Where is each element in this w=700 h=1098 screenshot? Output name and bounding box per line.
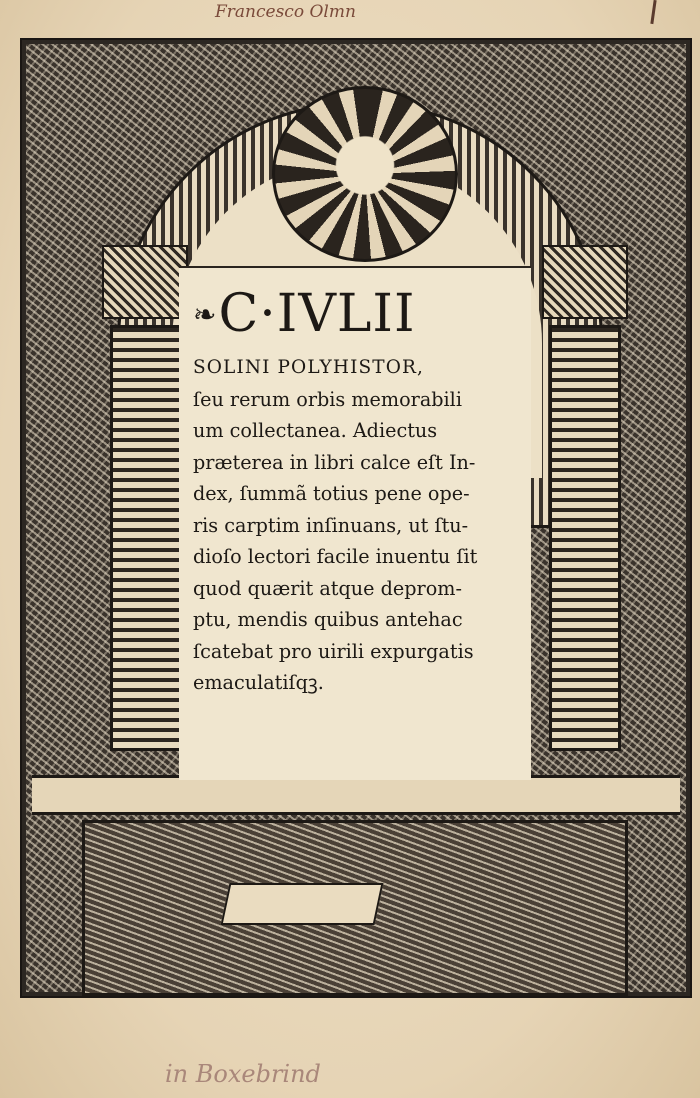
book-title: C·IVLII <box>218 284 416 344</box>
text-line: ſeu rerum orbis memorabili <box>193 387 462 411</box>
right-pillar <box>549 325 621 751</box>
woodcut-scene <box>82 820 628 996</box>
text-line: quod quærit atque deprom- <box>193 576 462 600</box>
title-line <box>193 286 521 342</box>
text-line: um collectanea. Adiectus <box>193 419 438 442</box>
title-tablet <box>179 266 531 780</box>
title-body <box>193 352 521 699</box>
text-line: ſcatebat pro uirili expurgatis <box>193 639 474 663</box>
text-line: ris carptim inſinuans, ut ſtu- <box>193 513 469 537</box>
text-line: emaculatiſqꝫ. <box>193 671 324 694</box>
text-line: præterea in libri calce eſt In- <box>193 450 476 474</box>
ink-mark <box>650 0 656 24</box>
scene-table <box>221 883 384 925</box>
right-capital <box>542 245 628 319</box>
owner-signature: Francesco Olmn <box>215 2 356 22</box>
handwritten-note: in Boxebrind <box>165 1060 321 1088</box>
text-line: dioſo lectori facile inuentu ſit <box>193 545 478 568</box>
entablature-base <box>32 775 680 815</box>
left-capital <box>102 245 188 319</box>
text-line: ptu, mendis quibus antehac <box>193 608 463 631</box>
fleuron-icon: ❧ <box>193 297 217 331</box>
text-line: SOLINI POLYHISTOR, <box>193 357 424 378</box>
left-pillar <box>110 325 182 751</box>
text-line: dex, ſummã totius pene ope- <box>193 482 470 505</box>
garland-wreath <box>272 86 458 262</box>
